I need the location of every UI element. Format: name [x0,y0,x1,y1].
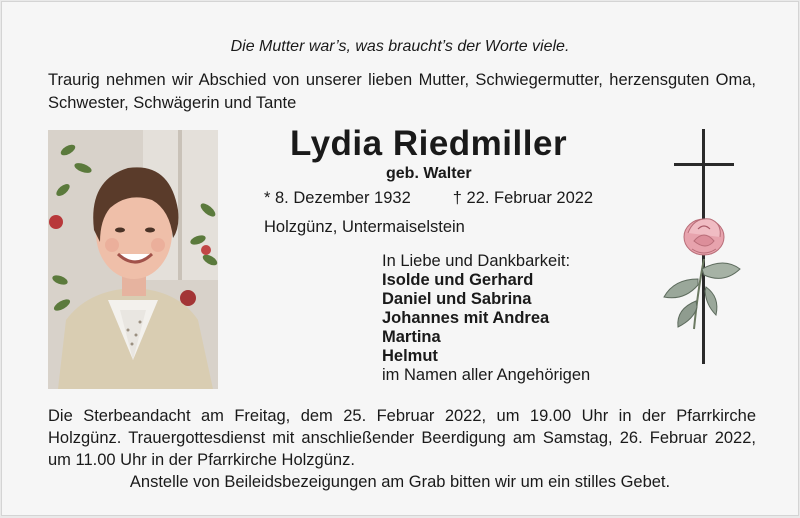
maiden-name: geb. Walter [386,165,472,182]
intro-text: Traurig nehmen wir Abschied von unserer lieben Mutter, Schwiegermutter, herzensguten Oma, Schwester, Schwägerin und Tante [48,71,756,112]
closing-note: Anstelle von Beileidsbezeigungen am Grab bitten wir um ein stilles Gebet. [129,473,671,491]
obituary-notice [1,1,799,516]
mourners-list [382,252,590,385]
mourners-footer: im Namen aller Angehörigen [382,366,591,384]
portrait-photo [48,130,218,389]
mourner-name: Daniel und Sabrina [382,290,532,308]
mourner-name: Johannes mit Andrea [382,309,550,327]
cross-with-rose [654,129,754,364]
mourners-label: In Liebe und Dankbarkeit: [382,252,571,270]
residence: Holzgünz, Untermaiselstein [264,218,465,236]
motto: Die Mutter war’s, was braucht’s der Worte viele. [230,38,570,55]
birth-date: * 8. Dezember 1932 [264,189,411,207]
mourner-name: Helmut [382,347,438,365]
deceased-name: Lydia Riedmiller [290,124,568,163]
mourner-name: Martina [382,328,441,346]
service-details: Die Sterbeandacht am Freitag, dem 25. Februar 2022, um 19.00 Uhr in der Pfarrkirche Holzgünz. Trauergottesdienst mit anschließender Beerdigung am Samstag, 26. Februar 2022, um 11.00 Uhr in der Pfarrkirche Holzgünz. [48,407,756,469]
death-date: † 22. Februar 2022 [452,189,594,207]
mourner-name: Isolde und Gerhard [382,271,534,289]
life-dates [264,189,593,208]
